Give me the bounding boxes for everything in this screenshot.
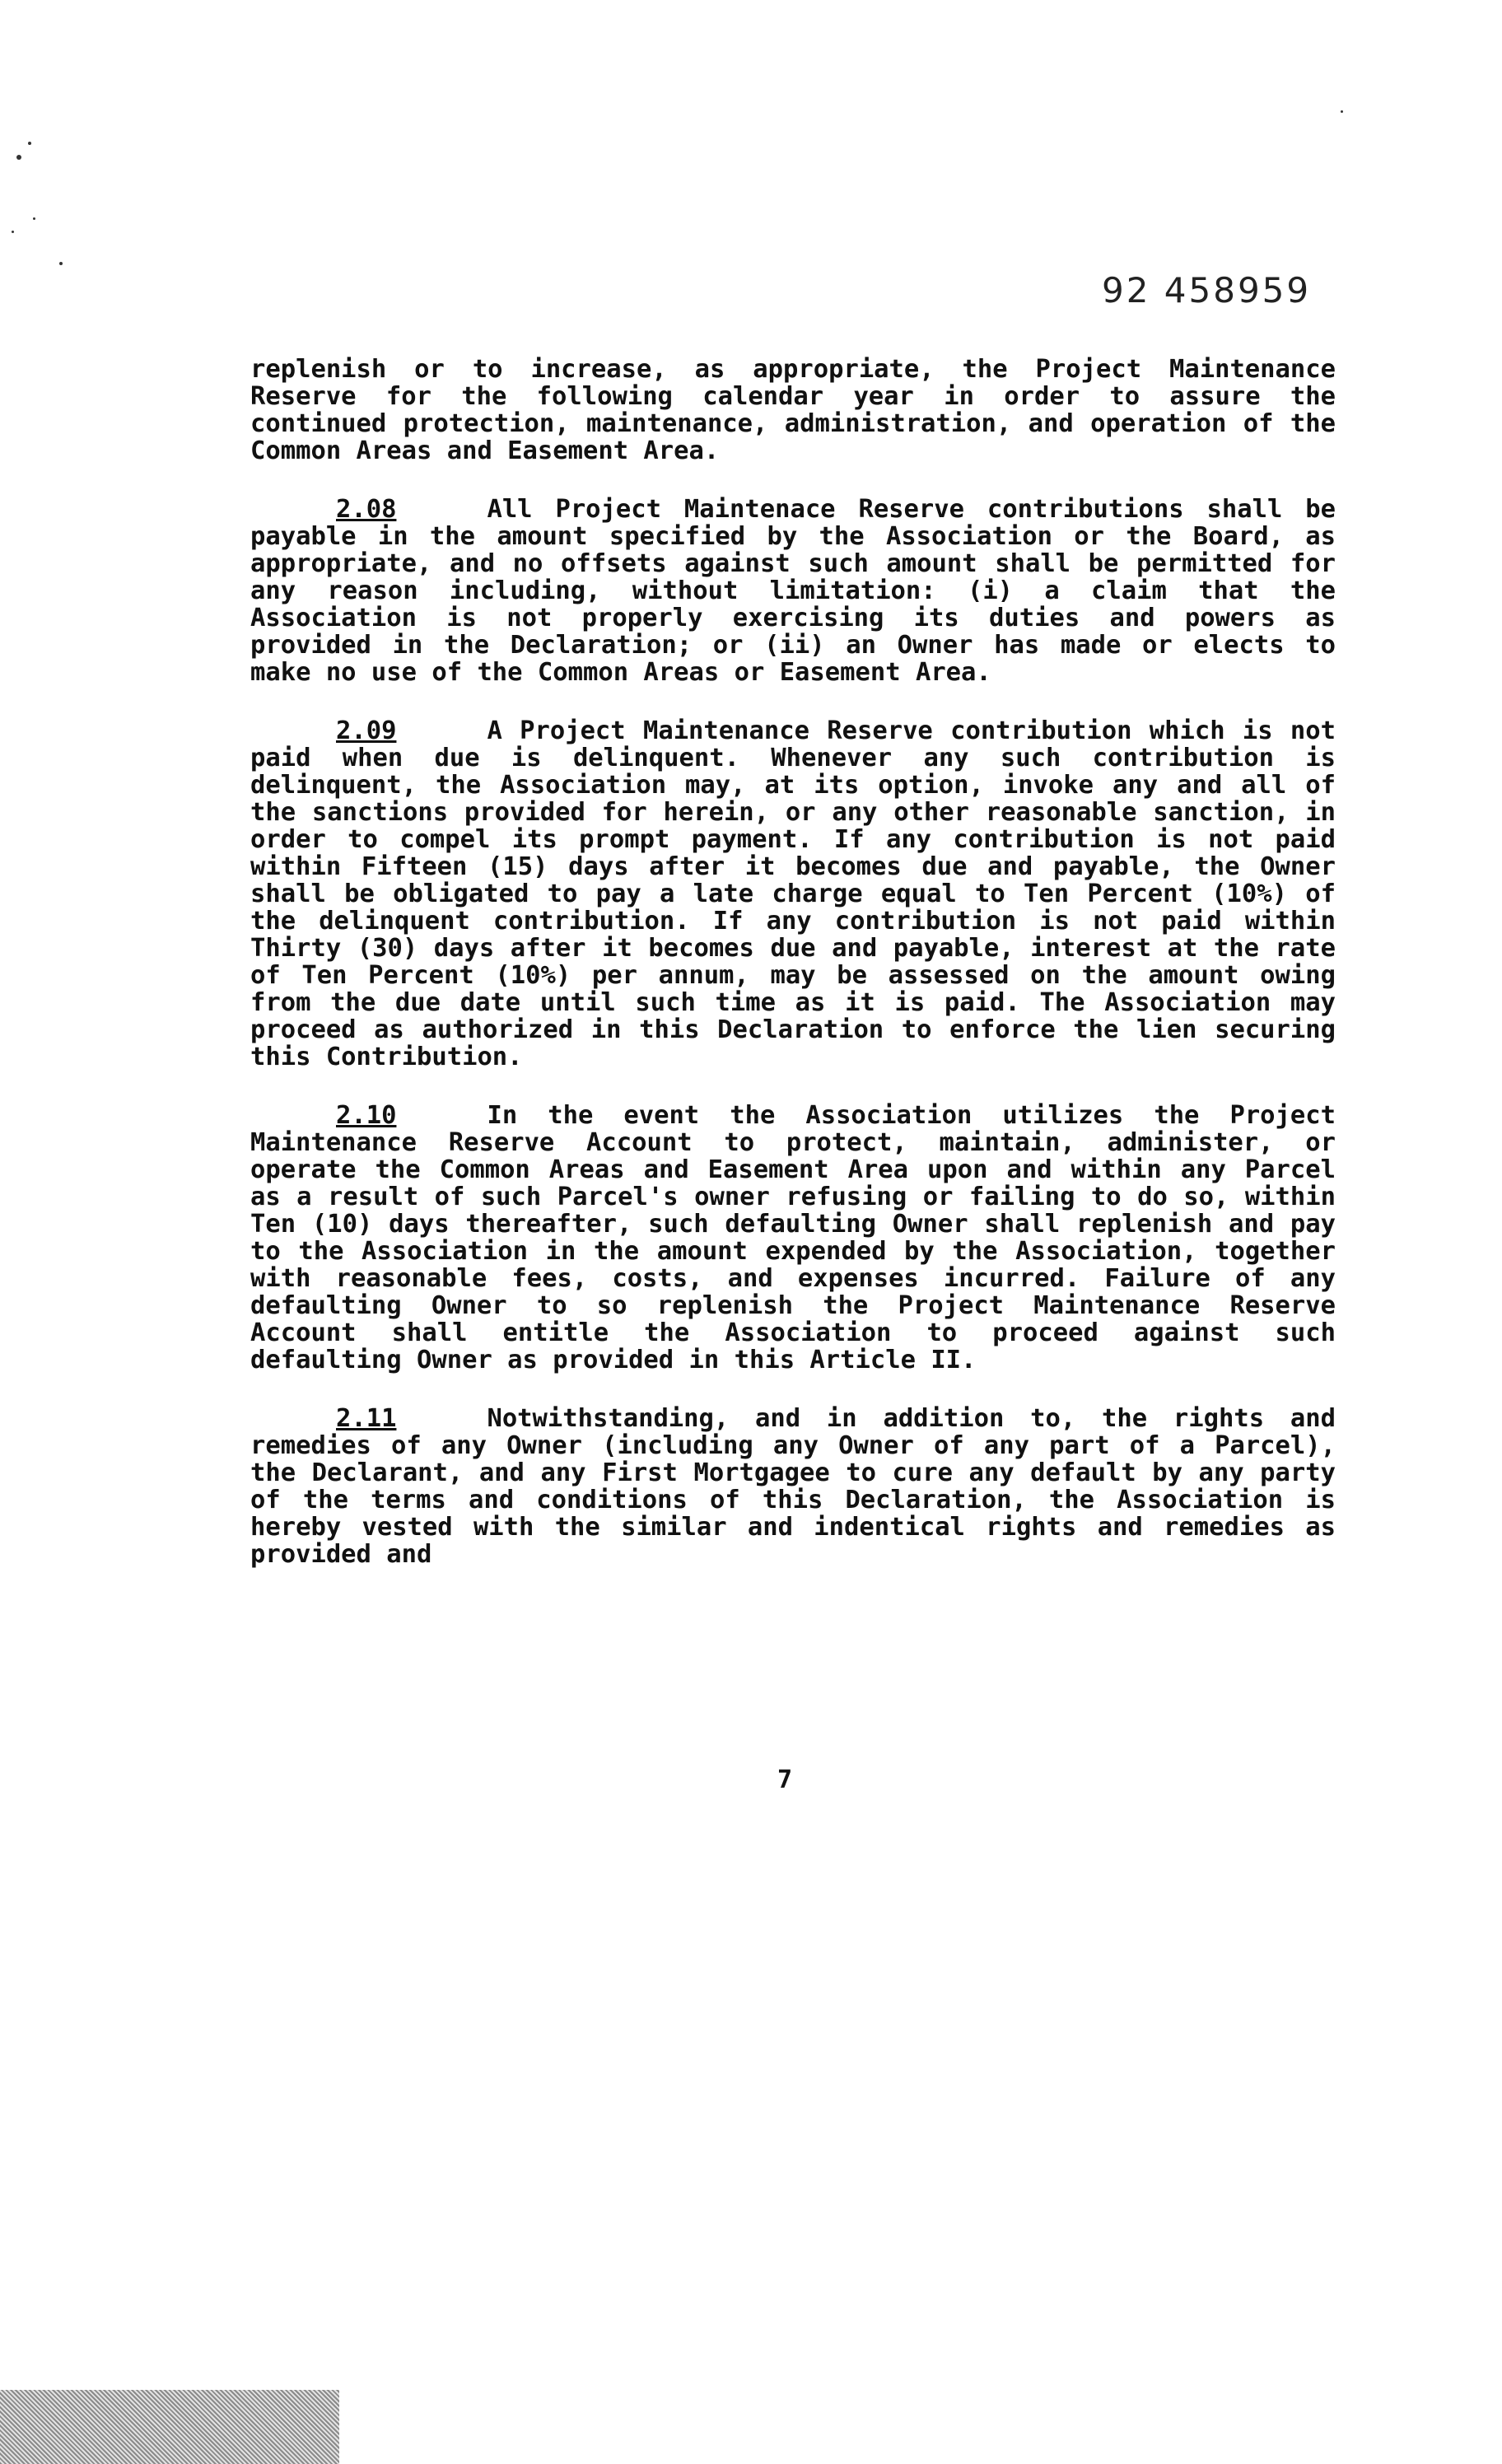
paragraph-text: Notwithstanding, and in addition to, the rights and remedies of any Owner (including any Owner of any part of a Parcel), the Declarant, and any First Mortgagee to cure any default by any party of the terms and conditions of this Declaration, the Association is hereby vested with the similar and indentical rights and remedies as provided and — [250, 1404, 1336, 1569]
document-number: 92 458959 — [1102, 270, 1312, 310]
paragraph-2-10 — [250, 1102, 1336, 1374]
section-number: 2.09 — [336, 716, 397, 745]
paragraph-2-08 — [250, 496, 1336, 686]
page-number: 7 — [777, 1766, 793, 1794]
paragraph-continuation — [250, 356, 1336, 464]
paragraph-2-09 — [250, 717, 1336, 1071]
scan-speck — [33, 217, 35, 220]
document-body — [250, 356, 1336, 1599]
scan-artifact — [0, 2390, 339, 2464]
paragraph-text: replenish or to increase, as appropriate, the Project Maintenance Reserve for the following calendar year in order to assure the continued protection, maintenance, administration, and operation of the Common Areas and Easement Area. — [250, 355, 1336, 465]
section-number: 2.10 — [336, 1101, 397, 1130]
scan-speck — [1341, 110, 1343, 113]
section-number: 2.11 — [336, 1404, 397, 1433]
scan-speck — [59, 262, 63, 265]
scan-speck — [28, 142, 31, 145]
scan-speck — [12, 231, 14, 233]
paragraph-text: All Project Maintenace Reserve contributions shall be payable in the amount specified by the Association or the Board, as appropriate, and no offsets against such amount shall be permitted for any reason including, without limitation: (i) a claim that the Association is not properly exercising its duties and powers as provided in the Declaration; or (ii) an Owner has made or elects to make no use of the Common Areas or Easement Area. — [250, 495, 1336, 687]
paragraph-text: A Project Maintenance Reserve contribution which is not paid when due is delinquent. Whenever any such contribution is delinquent, the Association may, at its option, invoke any and all of the sanctions provided for herein, or any other reasonable sanction, in order to compel its prompt payment. If any contribution is not paid within Fifteen (15) days after it becomes due and payable, the Owner shall be obligated to pay a late charge equal to Ten Percent (10%) of the delinquent contribution. If any contribution is not paid within Thirty (30) days after it becomes due and payable, interest at the rate of Ten Percent (10%) per annum, may be assessed on the amount owing from the due date until such time as it is paid. The Association may proceed as authorized in this Declaration to enforce the lien securing this Contribution. — [250, 716, 1336, 1071]
section-number: 2.08 — [336, 495, 397, 524]
paragraph-text: In the event the Association utilizes the Project Maintenance Reserve Account to protect, maintain, administer, or operate the Common Areas and Easement Area upon and within any Parcel as a result of such Parcel's owner refusing or failing to do so, within Ten (10) days thereafter, such defaulting Owner shall replenish and pay to the Association in the amount expended by the Association, together with reasonable fees, costs, and expenses incurred. Failure of any defaulting Owner to so replenish the Project Maintenance Reserve Account shall entitle the Association to proceed against such defaulting Owner as provided in this Article II. — [250, 1101, 1336, 1374]
paragraph-2-11 — [250, 1405, 1336, 1568]
scan-speck — [16, 155, 21, 160]
